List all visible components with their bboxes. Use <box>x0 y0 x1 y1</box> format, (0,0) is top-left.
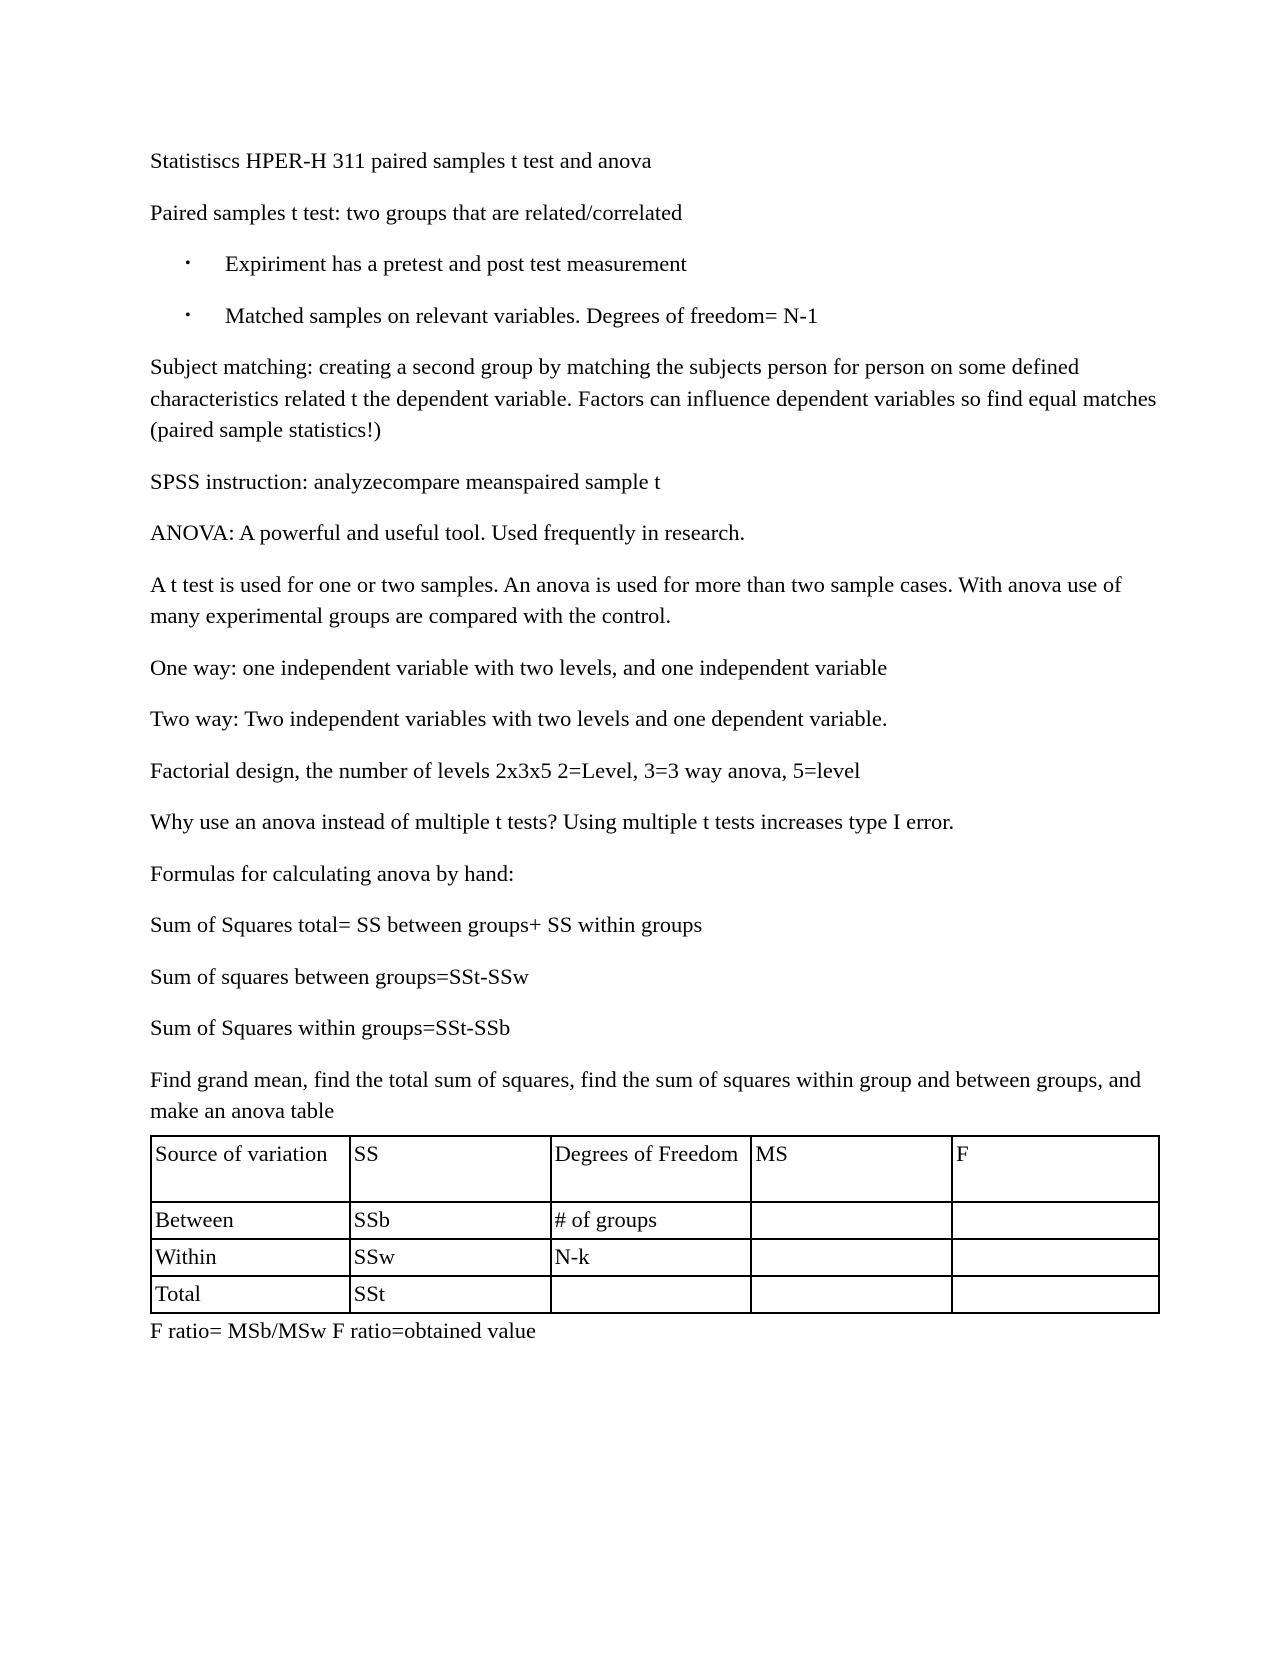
header-ms: MS <box>751 1136 952 1202</box>
document-page <box>150 145 1160 1346</box>
header-degrees-of-freedom: Degrees of Freedom <box>551 1136 752 1202</box>
header-ss: SS <box>350 1136 551 1202</box>
factorial-paragraph: Factorial design, the number of levels 2x3x5 2=Level, 3=3 way anova, 5=level <box>150 757 861 783</box>
anova-intro-paragraph: ANOVA: A powerful and useful tool. Used frequently in research. <box>150 520 746 545</box>
formula-between: Sum of squares between groups=SSt-SSw <box>150 963 529 989</box>
table-cell <box>952 1239 1159 1276</box>
table-cell <box>751 1202 952 1239</box>
anova-table <box>150 1135 1160 1314</box>
header-source-of-variation: Source of variation <box>151 1136 350 1202</box>
bullet-text: Expiriment has a pretest and post test measurement <box>225 251 687 276</box>
table-cell <box>751 1239 952 1276</box>
table-cell <box>952 1202 1159 1239</box>
steps-paragraph: Find grand mean, find the total sum of squares, find the sum of squares within group and between groups, and make an anova table <box>150 1066 1142 1123</box>
table-cell <box>751 1276 952 1313</box>
table-row <box>151 1239 1159 1276</box>
bullet-item <box>150 300 1160 332</box>
bullet-icon: • <box>185 306 191 324</box>
subject-matching-paragraph: Subject matching: creating a second group by matching the subjects person for person on some defined characteristics related t the dependent variable. Factors can influence dependent variables so find equal matches (paired sample statistics!) <box>150 354 1157 442</box>
table-cell: SSb <box>350 1202 551 1239</box>
paired-intro-paragraph: Paired samples t test: two groups that are related/correlated <box>150 199 683 225</box>
paired-bullet-list <box>150 248 1160 331</box>
table-header-row <box>151 1136 1159 1202</box>
formula-within: Sum of Squares within groups=SSt-SSb <box>150 1015 511 1040</box>
table-cell: SSt <box>350 1276 551 1313</box>
table-cell: Within <box>151 1239 350 1276</box>
bullet-icon: • <box>185 255 191 272</box>
document-title: Statistiscs HPER-H 311 paired samples t test and anova <box>150 148 652 173</box>
table-cell: # of groups <box>551 1202 752 1239</box>
table-cell: Total <box>151 1276 350 1313</box>
table-cell: N-k <box>551 1239 752 1276</box>
spss-instruction-paragraph: SPSS instruction: analyzecompare meanspaired sample t <box>150 468 661 494</box>
table-cell <box>551 1276 752 1313</box>
bullet-text: Matched samples on relevant variables. Degrees of freedom= N-1 <box>225 302 819 328</box>
bullet-item <box>150 248 1160 280</box>
formula-total: Sum of Squares total= SS between groups+ SS within groups <box>150 912 703 937</box>
table-row <box>151 1202 1159 1239</box>
one-way-paragraph: One way: one independent variable with two levels, and one independent variable <box>150 654 888 680</box>
two-way-paragraph: Two way: Two independent variables with two levels and one dependent variable. <box>150 706 888 731</box>
t-vs-anova-paragraph: A t test is used for one or two samples. An anova is used for more than two sample cases. With anova use of many experimental groups are compared with the control. <box>150 571 1122 628</box>
table-cell: Between <box>151 1202 350 1239</box>
why-anova-paragraph: Why use an anova instead of multiple t tests? Using multiple t tests increases type I error. <box>150 809 955 834</box>
header-f: F <box>952 1136 1159 1202</box>
f-ratio-note: F ratio= MSb/MSw F ratio=obtained value <box>150 1317 536 1343</box>
table-row <box>151 1276 1159 1313</box>
table-cell <box>952 1276 1159 1313</box>
table-cell: SSw <box>350 1239 551 1276</box>
formulas-heading: Formulas for calculating anova by hand: <box>150 860 515 886</box>
